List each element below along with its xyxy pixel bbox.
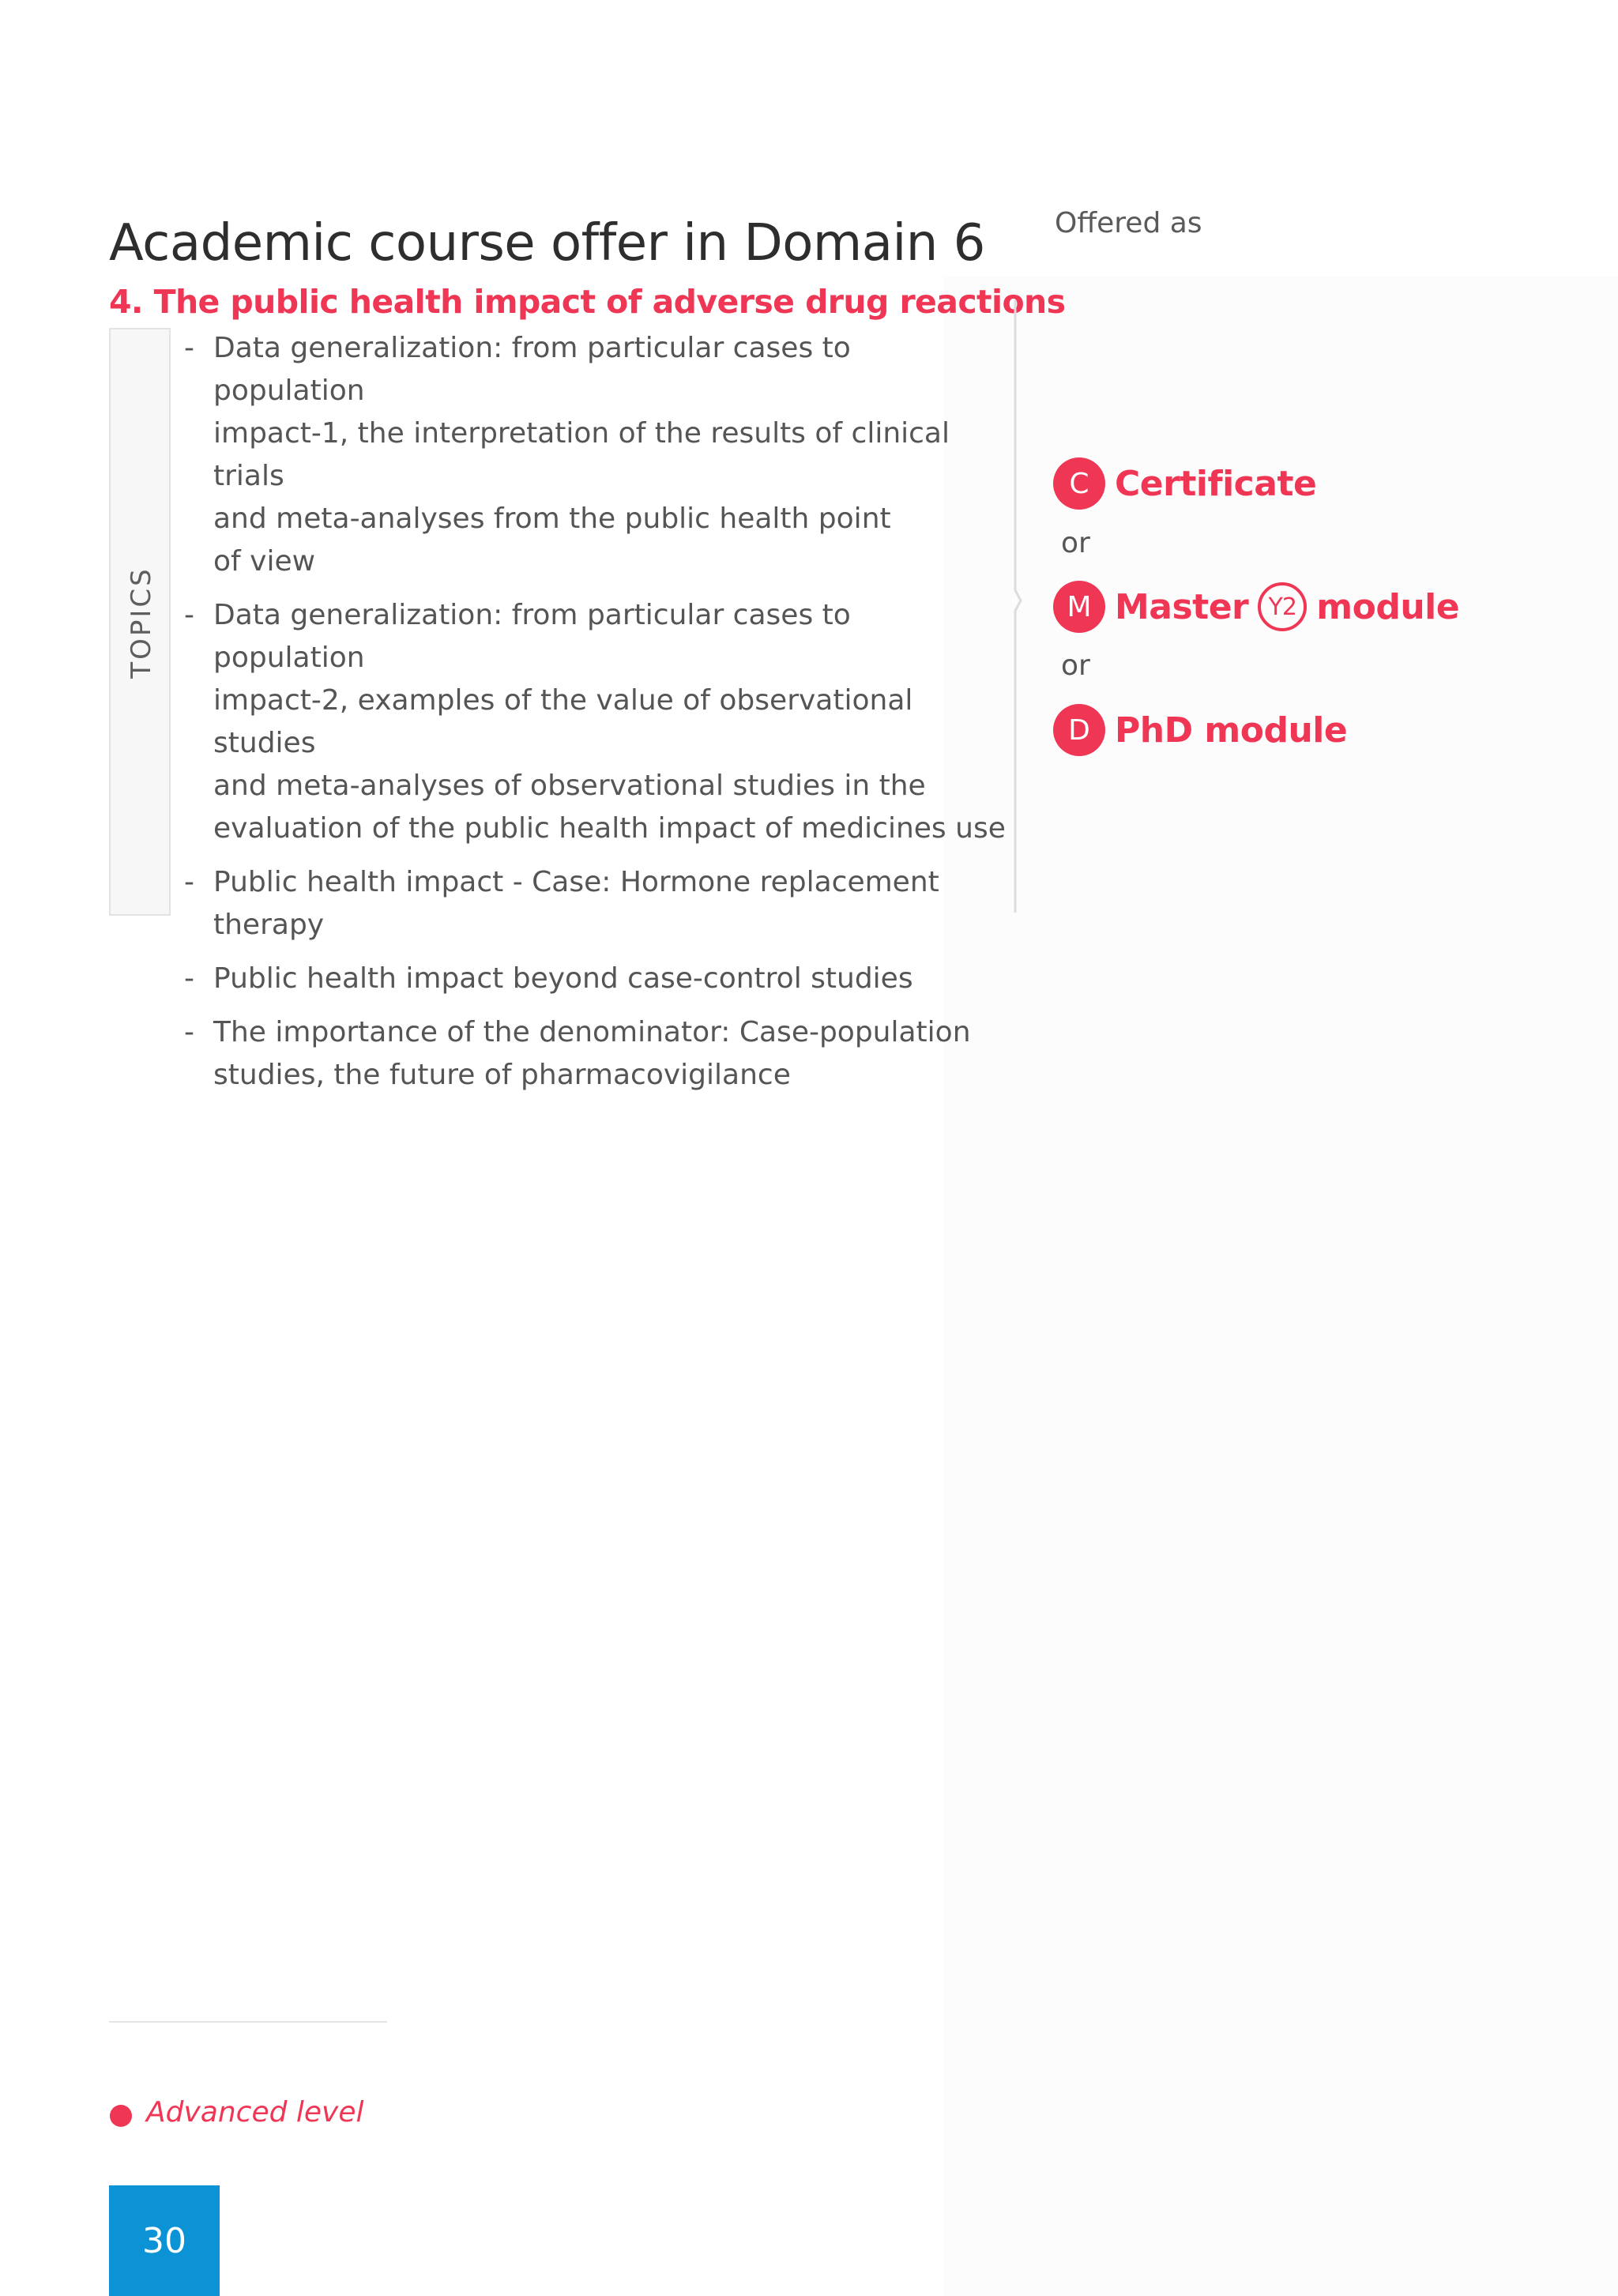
topic-item — [184, 1011, 1006, 1097]
master-badge: M — [1053, 581, 1105, 633]
offer-phd — [1053, 703, 1347, 757]
bracket-divider — [1003, 300, 1027, 913]
list-dash: - — [184, 962, 194, 995]
topic-list — [184, 327, 1006, 1108]
course-title: 4. The public health impact of adverse drug reactions — [109, 283, 1066, 321]
list-dash: - — [184, 866, 194, 898]
topic-line: evaluation of the public health impact of medicines use — [213, 812, 1006, 845]
certificate-label: Certificate — [1115, 463, 1317, 504]
list-dash: - — [184, 1016, 194, 1048]
list-dash: - — [184, 332, 194, 364]
year-badge: Y2 — [1258, 582, 1307, 631]
footer-divider — [109, 2021, 387, 2023]
topic-line: The importance of the denominator: Case-population — [213, 1016, 971, 1048]
page-title: Academic course offer in Domain 6 — [109, 213, 985, 273]
master-label: Master — [1115, 586, 1249, 627]
offer-certificate — [1053, 457, 1316, 510]
or-separator: or — [1061, 527, 1090, 559]
topic-line: impact-2, examples of the value of observational studies — [213, 684, 913, 759]
topic-line: and meta-analyses from the public health point — [213, 502, 891, 535]
topics-label: TOPICS — [126, 566, 157, 679]
topic-line: Public health impact - Case: Hormone replacement — [213, 866, 939, 898]
topic-line: Data generalization: from particular cases to population — [213, 332, 851, 407]
page-number-box — [109, 2185, 220, 2296]
or-separator: or — [1061, 649, 1090, 682]
topic-item — [184, 594, 1006, 850]
topic-line: therapy — [213, 909, 325, 941]
level-label: Advanced level — [146, 2096, 364, 2129]
certificate-badge: C — [1053, 457, 1105, 510]
offer-master — [1053, 580, 1459, 634]
topic-line: studies, the future of pharmacovigilance — [213, 1059, 791, 1091]
topic-line: impact-1, the interpretation of the results of clinical trials — [213, 417, 950, 492]
master-module-label: module — [1316, 586, 1460, 627]
topic-line: of view — [213, 545, 316, 578]
topic-item — [184, 958, 1006, 1000]
page-number: 30 — [142, 2220, 186, 2261]
topic-line: Data generalization: from particular cases to population — [213, 599, 851, 674]
topic-line: Public health impact beyond case-control studies — [213, 962, 913, 995]
offered-as-heading: Offered as — [1055, 207, 1202, 239]
topic-item — [184, 327, 1006, 583]
phd-badge: D — [1053, 704, 1105, 756]
topic-line: and meta-analyses of observational studies in the — [213, 770, 926, 802]
list-dash: - — [184, 599, 194, 631]
topic-item — [184, 861, 1006, 947]
level-dot-icon — [110, 2105, 132, 2127]
phd-label: PhD module — [1115, 710, 1348, 751]
